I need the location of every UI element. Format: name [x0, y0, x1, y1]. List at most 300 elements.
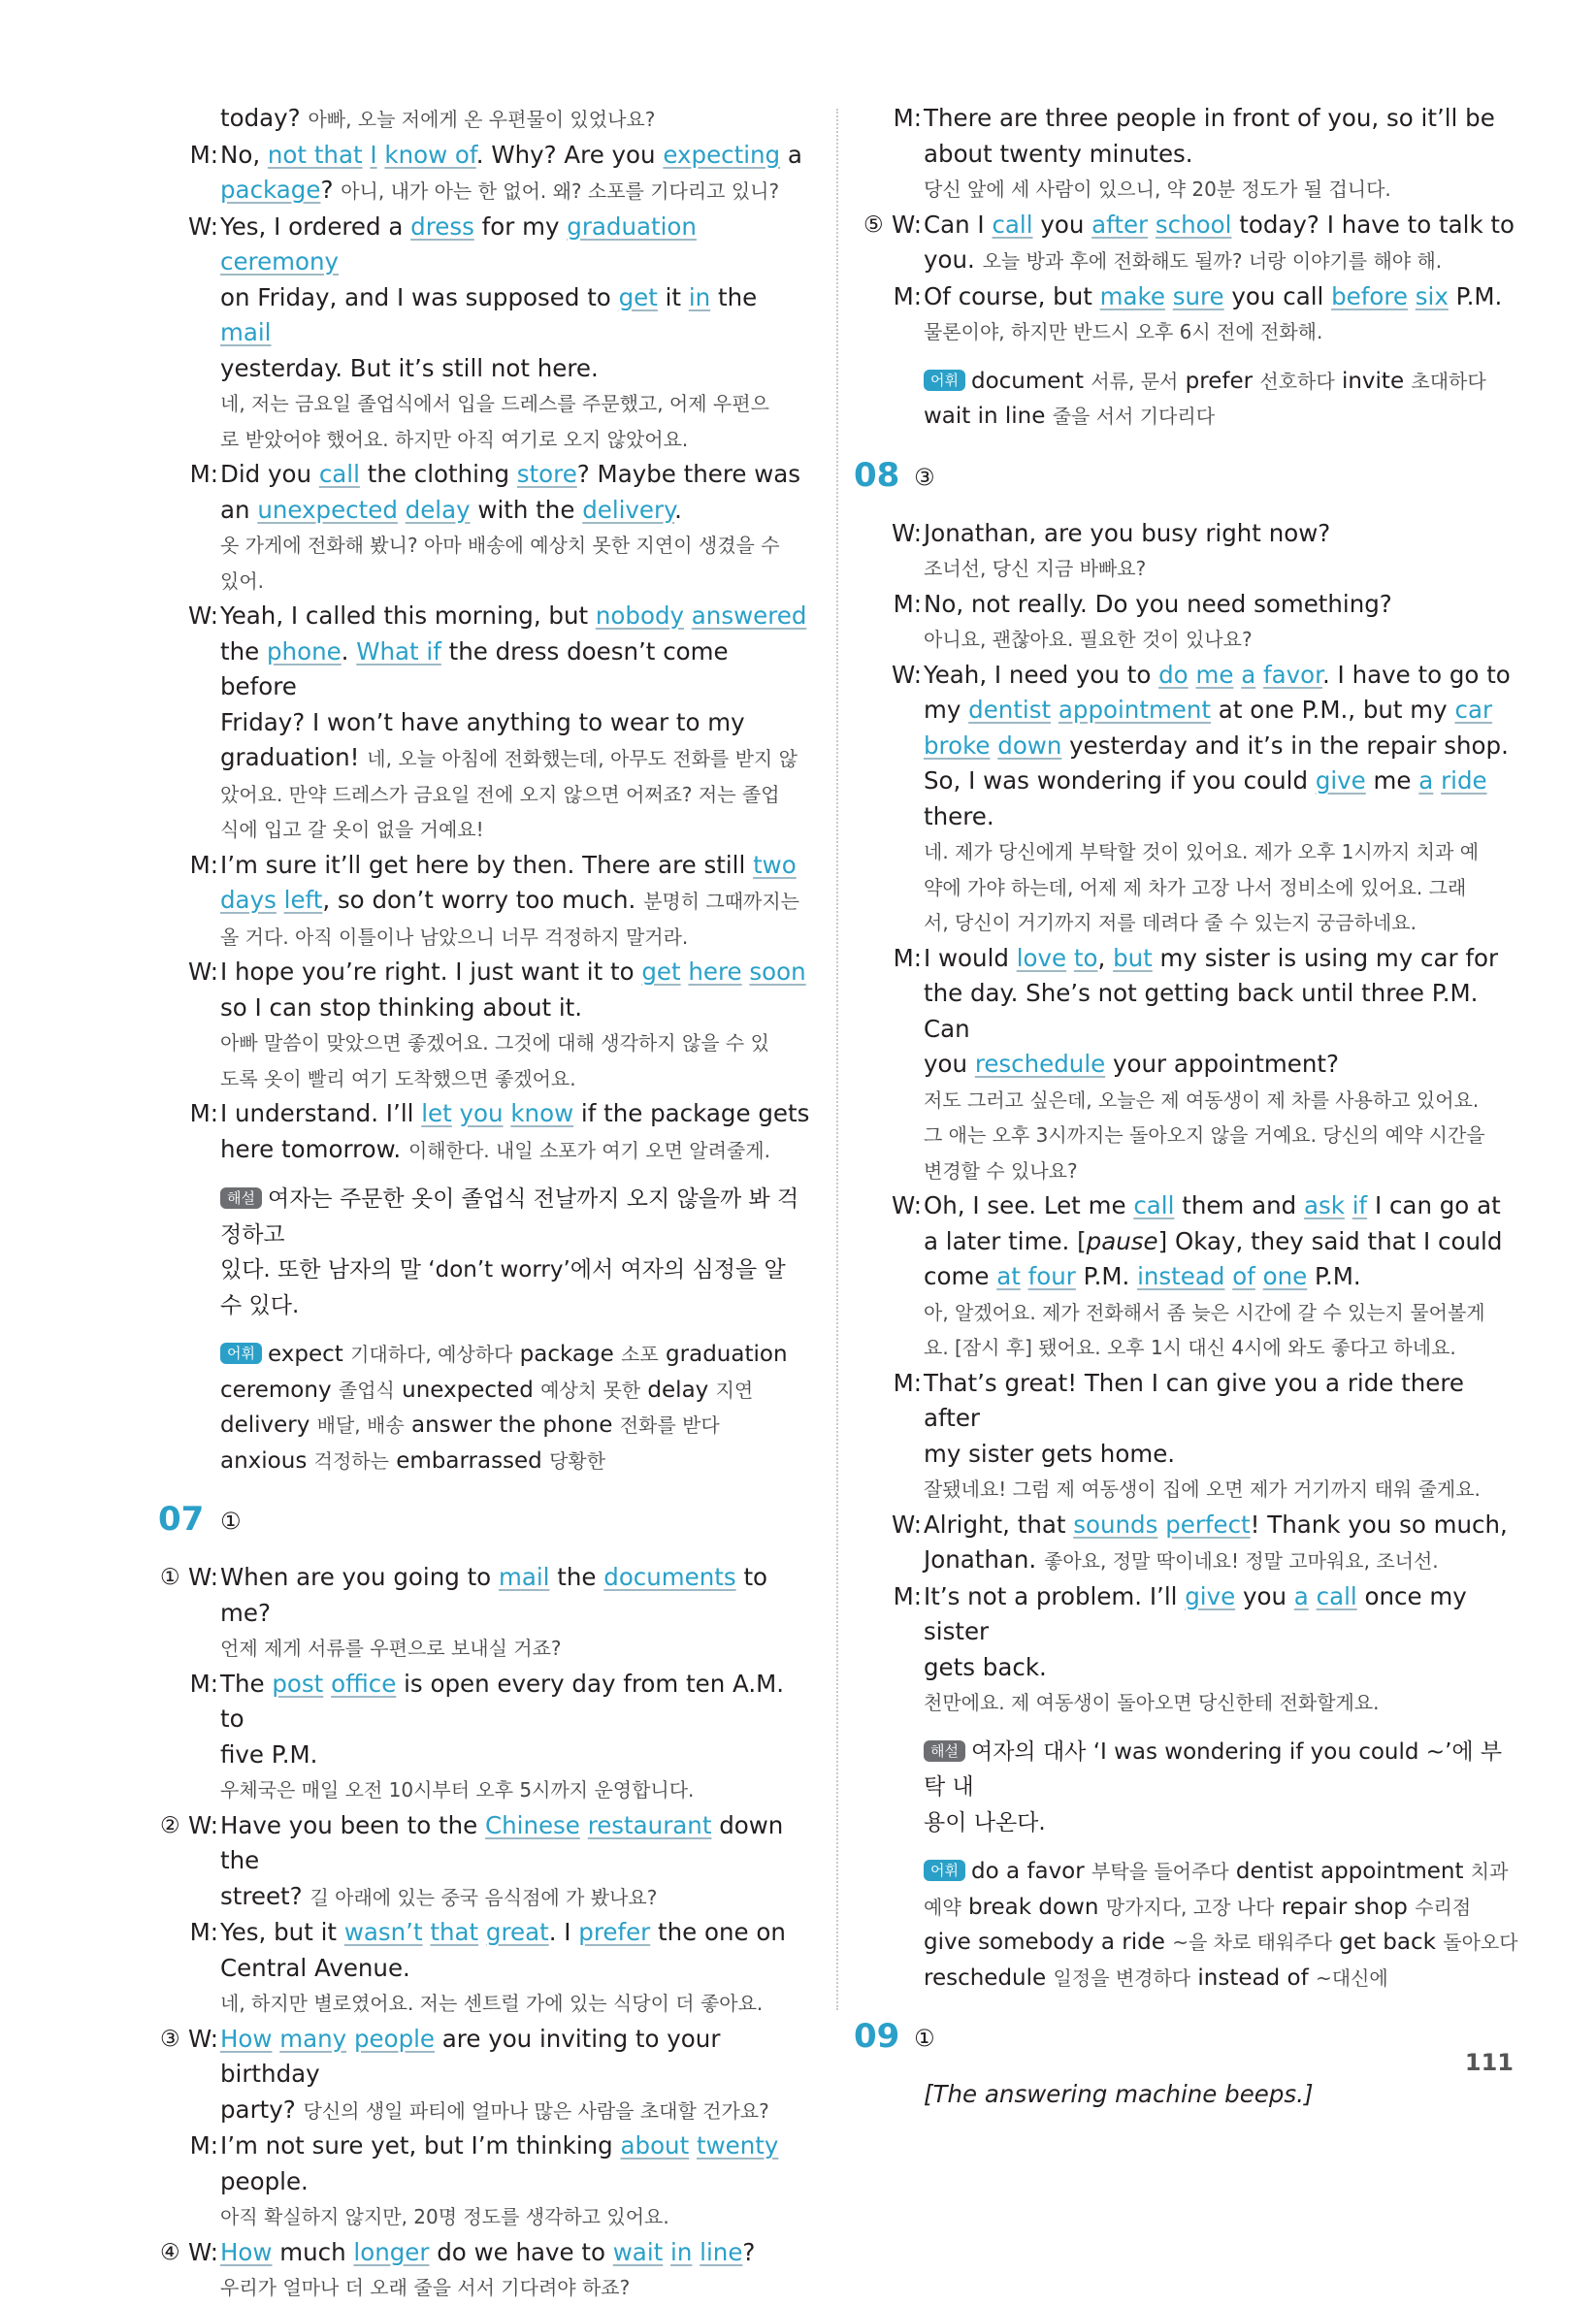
text-span: an [220, 495, 258, 524]
korean-text: 선호하다 [1259, 369, 1335, 393]
korean-text: 소포 [621, 1343, 659, 1366]
blank-answer: ride [1441, 766, 1487, 795]
text-span: dentist appointment [1228, 1859, 1471, 1884]
korean-text: ~을 차로 태워주다 [1172, 1931, 1332, 1954]
text-span [398, 496, 406, 524]
text-span [663, 2238, 670, 2266]
blank-answer: instead [1137, 1262, 1225, 1290]
column-divider [836, 109, 838, 2010]
text-span: instead of [1190, 1965, 1317, 1991]
blank-answer: longer [353, 2237, 430, 2266]
korean-text: 초대하다 [1411, 369, 1486, 393]
explanation-badge: 해설 [924, 1740, 965, 1762]
blank-answer: not that [267, 140, 363, 169]
dialogue-line [863, 279, 1518, 315]
text-span: anxious [220, 1447, 314, 1474]
translation-line: 네. 제가 당신에게 부탁할 것이 있어요. 제가 오후 1시까지 치과 예 [924, 840, 1480, 863]
option-number: ② [160, 1812, 180, 1838]
text-span: my [924, 696, 969, 724]
note-line [863, 1890, 1518, 1926]
blank-answer: people [353, 2024, 435, 2053]
blank-answer: that [430, 1918, 479, 1946]
text-span: here tomorrow. [220, 1134, 408, 1163]
translation-line: 식에 입고 갈 옷이 없을 거예요! [220, 818, 484, 841]
translation-line: 우체국은 매일 오전 10시부터 오후 5시까지 운영합니다. [220, 1778, 695, 1802]
text-span: it [657, 282, 689, 311]
dialogue-line [160, 634, 810, 705]
text-span [1255, 1262, 1263, 1290]
dialogue-line [160, 883, 810, 920]
blank-answer: dentist [968, 696, 1052, 724]
translation-line: 물론이야, 하지만 반드시 오후 6시 전에 전화해. [924, 320, 1323, 343]
dialogue-line [160, 101, 810, 138]
dialogue-line [160, 1132, 810, 1169]
korean-text: 돌아오다 [1443, 1931, 1518, 1954]
translation-line: 로 받았어야 했어요. 하지만 아직 여기로 오지 않았어요. [220, 427, 689, 451]
blank-answer: nobody [595, 601, 684, 630]
text-span: a later time. [ [924, 1226, 1087, 1255]
spacer [863, 350, 1518, 364]
speaker-label: M: [189, 1918, 218, 1946]
text-span [1148, 211, 1156, 239]
text-span: down the [220, 1810, 784, 1874]
text-span [1255, 661, 1263, 689]
blank-answer: in [688, 282, 711, 311]
text-span [1066, 944, 1074, 972]
note-line [160, 1444, 810, 1479]
text-span: Have you been to the [220, 1810, 485, 1839]
dialogue-line [863, 1259, 1518, 1295]
blank-answer: here [688, 958, 742, 986]
dialogue-line [863, 1579, 1518, 1650]
text-span: Yeah, I need you to [924, 660, 1159, 689]
text-span: . [341, 636, 357, 666]
page-number: 111 [1464, 2049, 1514, 2076]
dialogue-line [160, 2093, 810, 2129]
dialogue-line [863, 693, 1518, 729]
translation-line: 천만에요. 제 여동생이 돌아오면 당신한테 전화할게요. [924, 1691, 1380, 1714]
text-span: them and [1174, 1191, 1304, 1219]
blank-answer: if [1352, 1191, 1368, 1219]
section-header [854, 450, 1518, 510]
text-span: give somebody a ride [924, 1930, 1173, 1955]
text-span: you. [924, 245, 983, 274]
korean-text: 기대하다, 예상하다 [350, 1343, 513, 1366]
dialogue-line [160, 1667, 810, 1738]
text-span: I’m not sure yet, but I’m thinking [220, 2131, 621, 2160]
korean-text: 아니, 내가 아는 한 없어. 왜? 소포를 기다리고 있니? [341, 179, 780, 203]
korean-text: 전화를 받다 [619, 1413, 720, 1437]
text-span: I’m sure it’ll get here by then. There are still [220, 850, 754, 879]
dialogue-line [160, 740, 810, 777]
blank-answer: twenty [697, 2131, 779, 2160]
translation-line: 서, 당신이 거기까지 저를 데려다 줄 수 있는지 궁금하네요. [924, 911, 1417, 934]
blank-answer: How [220, 2237, 273, 2266]
speaker-label: M: [893, 1368, 922, 1397]
text-span: The [220, 1669, 273, 1698]
blank-answer: graduation [567, 211, 697, 241]
text-span: ceremony [220, 1377, 339, 1403]
section-answer: ① [220, 1508, 242, 1535]
blank-answer: call [1316, 1581, 1357, 1610]
text-span [478, 1918, 486, 1946]
text-span: yesterday and it’s in the repair shop. [1061, 731, 1509, 760]
text-span: package [512, 1342, 622, 1367]
blank-answer: left [283, 886, 323, 914]
korean-text: 분명히 그때까지는 [643, 890, 799, 913]
blank-answer: many [279, 2024, 347, 2053]
dialogue-line [863, 658, 1518, 694]
speaker-label: M: [189, 1669, 218, 1698]
text-span: five P.M. [220, 1739, 318, 1769]
text-span: There are three people in front of you, so it’ll be [924, 104, 1495, 132]
korean-text: 서류, 문서 [1091, 369, 1179, 393]
dialogue-line [863, 941, 1518, 977]
text-span: unexpected [394, 1377, 541, 1403]
text-span: repair shop [1274, 1894, 1416, 1920]
blank-answer: mail [498, 1563, 550, 1591]
blank-answer: get [641, 958, 681, 986]
translation-line: 변경할 수 있나요? [924, 1158, 1078, 1183]
text-span: I would [924, 943, 1017, 972]
blank-answer: store [516, 460, 577, 488]
translation-line: 저도 그러고 싶은데, 오늘은 제 여동생이 제 차를 사용하고 있어요. [924, 1088, 1480, 1112]
text-span: with the [470, 495, 583, 524]
text-span: No, not really. Do you need something? [924, 589, 1392, 618]
blank-answer: know of [384, 140, 476, 169]
blank-answer: documents [603, 1563, 736, 1591]
blank-answer: school [1155, 210, 1232, 239]
text-span: That’s great! Then I can give you a ride there after [924, 1368, 1464, 1432]
spacer [160, 1323, 810, 1337]
blank-answer: of [1232, 1262, 1255, 1290]
speaker-label: M: [189, 140, 218, 169]
text-span: answer the phone [404, 1413, 620, 1438]
blank-answer: know [510, 1099, 574, 1127]
text-span [1165, 282, 1173, 310]
speaker-label: W: [891, 210, 922, 239]
blank-answer: ask [1303, 1191, 1345, 1219]
blank-answer: What if [356, 636, 441, 666]
text-span: you [1235, 1581, 1294, 1610]
speaker-label: W: [187, 2237, 218, 2266]
translation-line: 약에 가야 하는데, 어제 제 차가 고장 나서 정비소에 있어요. 그래 [924, 875, 1467, 899]
text-span: your appointment? [1105, 1050, 1340, 1078]
section-number: 09 [854, 2017, 900, 2056]
text-span: the day. She’s not getting back until three P.M. Can [924, 979, 1479, 1043]
text-span: ? Maybe there was [576, 460, 801, 488]
note-line [863, 1805, 1518, 1841]
text-span [1345, 1191, 1352, 1219]
text-span: once my sister [924, 1581, 1467, 1645]
speaker-label: M: [893, 589, 922, 618]
blank-answer: car [1454, 696, 1493, 724]
dialogue-line [160, 2128, 810, 2164]
text-span [323, 1670, 331, 1698]
text-span [692, 2238, 700, 2266]
spacer [863, 1840, 1518, 1854]
dialogue-line [160, 493, 810, 529]
text-span: Did you [220, 460, 319, 488]
blank-answer: before [1331, 281, 1408, 310]
dialogue-line [863, 1543, 1518, 1579]
blank-answer: but [1113, 943, 1153, 972]
text-span: 여자는 주문한 옷이 졸업식 전날까지 오지 않을까 봐 걱정하고 [220, 1186, 799, 1248]
dialogue-line [160, 1915, 810, 1951]
text-span [1021, 1262, 1028, 1290]
korean-text: 망가지다, 고장 나다 [1105, 1895, 1275, 1919]
note-line [863, 1925, 1518, 1961]
translation-line: 아니요, 괜찮아요. 필요한 것이 있나요? [924, 628, 1253, 651]
dialogue-line [160, 955, 810, 991]
text-span: prefer [1178, 368, 1260, 394]
text-span: do we have to [429, 2237, 613, 2266]
blank-answer: in [670, 2237, 693, 2266]
blank-answer: let [421, 1099, 452, 1127]
dialogue-line [160, 848, 810, 884]
korean-text: 지연 [715, 1378, 754, 1402]
blank-answer: delivery [582, 495, 675, 524]
dialogue-line [863, 1650, 1518, 1686]
text-span: expect [267, 1342, 351, 1367]
blank-answer: me [1195, 660, 1234, 689]
text-span: Alright, that [924, 1510, 1074, 1539]
text-span: ! Thank you so much, [1250, 1510, 1508, 1539]
blank-answer: unexpected [257, 495, 398, 524]
text-span: to me? [220, 1563, 768, 1627]
text-span: Yes, I ordered a [220, 211, 411, 241]
vocab-badge: 어휘 [220, 1343, 262, 1364]
text-span: delay [640, 1377, 716, 1403]
text-span: street? [220, 1881, 310, 1910]
blank-answer: broke [924, 731, 991, 760]
text-span: , so don’t worry too much. [322, 886, 644, 914]
dialogue-line [863, 1188, 1518, 1224]
text-span: you [924, 1050, 975, 1078]
dialogue-line [863, 1437, 1518, 1473]
text-span: so I can stop thinking about it. [220, 992, 583, 1022]
text-span: people. [220, 2166, 309, 2195]
text-span: . [674, 495, 682, 524]
korean-text: 이해한다. 내일 소포가 여기 오면 알려줄게. [407, 1138, 770, 1162]
blank-answer: prefer [578, 1918, 651, 1946]
blank-answer: to [1073, 943, 1098, 972]
blank-answer: four [1027, 1262, 1076, 1290]
text-span: the [549, 1563, 604, 1591]
text-span: [The answering machine beeps.] [924, 2080, 1314, 2108]
text-span: yesterday. But it’s still not here. [220, 353, 599, 382]
text-span: Yeah, I called this morning, but [220, 601, 596, 630]
spacer [160, 1168, 810, 1182]
dialogue-line [863, 2077, 1518, 2113]
blank-answer: delay [405, 495, 471, 524]
text-span: come [924, 1262, 997, 1290]
translation-line: 았어요. 만약 드레스가 금요일 전에 오지 않으면 어쩌죠? 저는 졸업 [220, 782, 780, 806]
section-answer: ① [914, 2025, 935, 2052]
speaker-label: W: [187, 2024, 218, 2053]
dialogue-line [863, 763, 1518, 799]
korean-text: ~대신에 [1316, 1965, 1388, 1990]
korean-text: 걱정하는 [313, 1448, 389, 1473]
text-span: a [780, 140, 802, 169]
text-span [1309, 1582, 1317, 1610]
text-span: Jonathan. [924, 1545, 1045, 1574]
text-span [684, 601, 692, 630]
text-span: . I have to go to [1321, 660, 1511, 689]
blank-answer: post [272, 1669, 324, 1698]
text-span: 용이 나온다. [924, 1809, 1046, 1835]
text-span: P.M. [1448, 281, 1503, 310]
speaker-label: M: [189, 2131, 218, 2160]
dialogue-line [160, 138, 810, 174]
text-span: party? [220, 2095, 304, 2124]
blank-answer: answered [691, 601, 807, 630]
text-span: I hope you’re right. I just want it to [220, 958, 642, 986]
blank-answer: wasn’t [343, 1918, 423, 1946]
blank-answer: make [1099, 281, 1165, 310]
blank-answer: line [700, 2237, 743, 2266]
note-line [863, 1961, 1518, 1997]
section-header [160, 1494, 810, 1554]
text-span: today? I have to talk to [1231, 210, 1515, 239]
blank-answer: call [992, 210, 1033, 239]
dialogue-line [160, 1879, 810, 1916]
section-number: 08 [854, 455, 900, 495]
dialogue-line [863, 137, 1518, 173]
korean-text: 길 아래에 있는 중국 음식점에 가 봤나요? [309, 1885, 658, 1909]
text-span: Friday? I won’t have anything to wear to my [220, 707, 745, 736]
explanation-badge: 해설 [220, 1187, 262, 1209]
translation-line: 올 거다. 아직 이틀이나 남았으니 너무 걱정하지 말거라. [220, 925, 689, 949]
dialogue-line [863, 101, 1518, 137]
text-span: the dress doesn’t come before [220, 636, 729, 700]
dialogue-line [863, 976, 1518, 1047]
vocab-badge: 어휘 [924, 1860, 965, 1881]
translation-line: 요. [잠시 후] 됐어요. 오후 1시 대신 4시에 와도 좋다고 하네요. [924, 1336, 1456, 1359]
blank-answer: I [370, 140, 377, 169]
translation-line: 아빠 말씀이 맞았으면 좋겠어요. 그것에 대해 생각하지 않을 수 있 [220, 1031, 769, 1055]
speaker-label: W: [187, 1563, 218, 1591]
blank-answer: reschedule [974, 1050, 1106, 1078]
note-line [160, 1408, 810, 1444]
text-span: ? [742, 2237, 756, 2266]
blank-answer: down [997, 731, 1062, 760]
dialogue-line [863, 799, 1518, 835]
translation-line: 네, 저는 금요일 졸업식에서 입을 드레스를 주문했고, 어제 우편으 [220, 392, 769, 415]
translation-line: 잘됐네요! 그럼 제 여동생이 집에 오면 제가 거기까지 태워 줄게요. [924, 1478, 1481, 1501]
text-span: Can I [924, 210, 993, 239]
blank-answer: days [220, 886, 277, 914]
text-span: Jonathan, are you busy right now? [924, 518, 1331, 547]
blank-answer: six [1415, 281, 1449, 310]
section-number: 07 [158, 1500, 205, 1539]
text-span: No, [220, 140, 268, 169]
text-span: wait in line [924, 404, 1053, 429]
blank-answer: sounds [1073, 1510, 1158, 1539]
text-span: ? [320, 176, 342, 204]
korean-text: 졸업식 [338, 1378, 395, 1402]
option-number: ⑤ [863, 211, 884, 238]
text-span: you [1032, 210, 1092, 239]
text-span: break down [961, 1894, 1106, 1920]
speaker-label: M: [893, 281, 922, 310]
spacer [863, 1721, 1518, 1735]
blank-answer: give [1185, 1581, 1236, 1610]
translation-line: 그 애는 오후 3시까지는 돌아오지 않을 거예요. 당신의 예약 시간을 [924, 1123, 1485, 1147]
text-span: invite [1334, 368, 1412, 394]
text-span: if the package gets [573, 1099, 810, 1127]
text-span: about twenty minutes. [924, 139, 1193, 168]
blank-answer: one [1262, 1262, 1308, 1290]
korean-text: 치과 [1470, 1860, 1509, 1883]
blank-answer: a [1293, 1581, 1309, 1610]
translation-line: 언제 제게 서류를 우편으로 보내실 거죠? [220, 1637, 562, 1660]
text-span: me [1365, 766, 1419, 795]
text-span: It’s not a problem. I’ll [924, 1581, 1186, 1610]
dialogue-line [160, 2164, 810, 2200]
korean-text: 일정을 변경하다 [1053, 1965, 1191, 1990]
translation-line: 우리가 얼마나 더 오래 줄을 서서 기다려야 하죠? [220, 2276, 631, 2299]
blank-answer: expecting [663, 140, 781, 169]
korean-text: 당신의 생일 파티에 얼마나 많은 사람을 초대할 건가요? [303, 2098, 769, 2123]
blank-answer: office [331, 1669, 397, 1698]
dialogue-line [863, 516, 1518, 552]
translation-line: 아, 알겠어요. 제가 전화해서 좀 늦은 시간에 갈 수 있는지 물어볼게 [924, 1300, 1485, 1324]
right-column [854, 101, 1518, 2113]
blank-answer: soon [749, 958, 806, 986]
text-span: delivery [220, 1413, 317, 1438]
text-span: there. [924, 801, 994, 830]
blank-answer: two [753, 850, 797, 879]
blank-answer: about [620, 2131, 690, 2160]
text-span: is open every day from ten A.M. to [220, 1669, 785, 1733]
note-line [160, 1373, 810, 1409]
text-span: So, I was wondering if you could [924, 766, 1316, 795]
blank-answer: favor [1263, 660, 1322, 689]
korean-text: 네, 오늘 아침에 전화했는데, 아무도 전화를 받지 않 [367, 747, 798, 770]
text-span: , [1097, 943, 1114, 972]
blank-answer: restaurant [587, 1810, 712, 1839]
dialogue-line [863, 1366, 1518, 1437]
text-span: gets back. [924, 1652, 1047, 1681]
dialogue-line [863, 243, 1518, 279]
text-span: Central Avenue. [220, 1953, 410, 1982]
translation-line: 당신 앞에 세 사람이 있으니, 약 20분 정도가 될 겁니다. [924, 178, 1391, 201]
text-span: P.M. [1307, 1262, 1361, 1290]
speaker-label: W: [891, 660, 922, 689]
option-number: ③ [160, 2026, 180, 2052]
speaker-label: W: [891, 518, 922, 547]
text-span: the [220, 636, 267, 666]
text-span: much [272, 2237, 354, 2266]
text-span: I can go at [1367, 1191, 1501, 1219]
text-span: embarrassed [388, 1447, 550, 1474]
speaker-label: M: [189, 850, 218, 879]
blank-answer: a [1241, 660, 1256, 689]
korean-text: 예약 [924, 1895, 961, 1919]
text-span: my sister is using my car for [1152, 943, 1499, 972]
blank-answer: after [1091, 210, 1149, 239]
blank-answer: love [1016, 943, 1067, 972]
text-span [689, 2131, 697, 2160]
note-line [160, 1182, 810, 1252]
note-line [863, 364, 1518, 400]
speaker-label: W: [891, 1510, 922, 1539]
text-span: ] Okay, they said that I could [1157, 1226, 1503, 1255]
dialogue-line [160, 1096, 810, 1132]
text-span: you call [1223, 281, 1332, 310]
dialogue-line [160, 1951, 810, 1987]
